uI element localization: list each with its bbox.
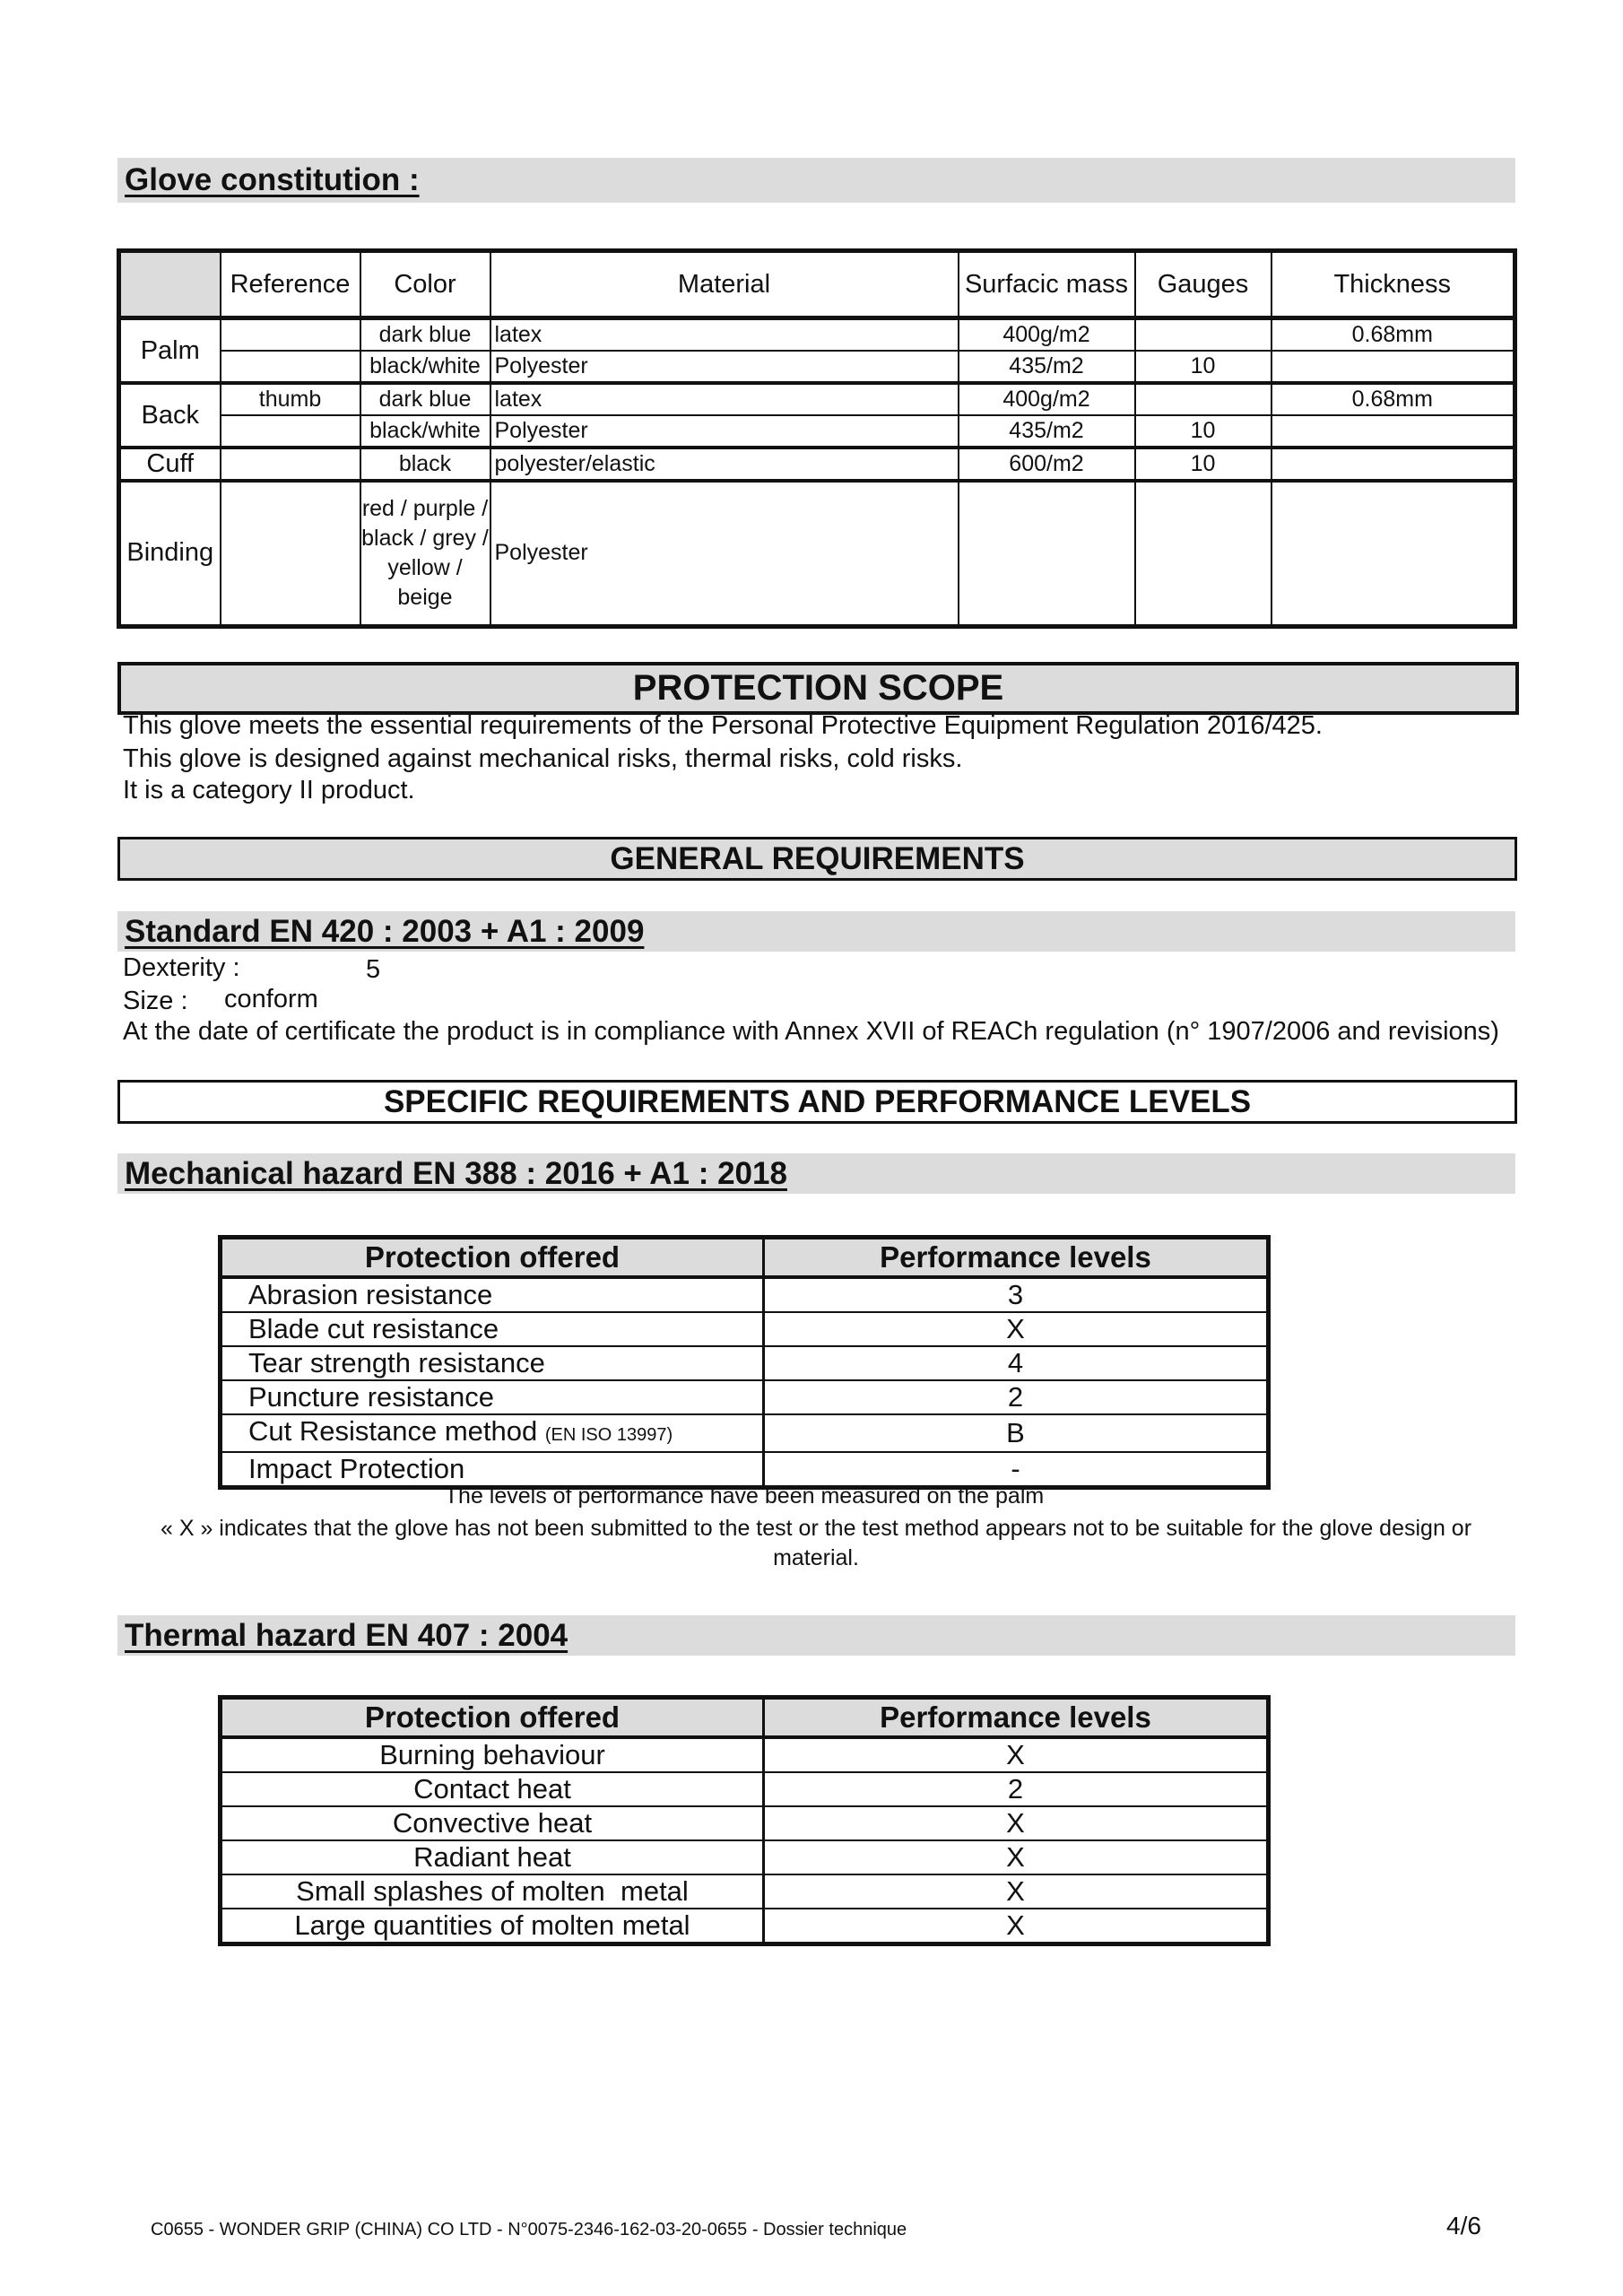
cell-material: Polyester <box>490 351 959 383</box>
protection-label: Burning behaviour <box>221 1737 764 1772</box>
performance-value: B <box>764 1414 1269 1452</box>
palm-measurement-note: The levels of performance have been measured on the palm <box>444 1483 1045 1509</box>
performance-value: 2 <box>764 1772 1269 1806</box>
cell-reference <box>221 448 360 481</box>
cell-gauges <box>1135 318 1271 352</box>
cell-surfacic-mass: 400g/m2 <box>959 318 1135 352</box>
protection-scope-line: This glove meets the essential requirements of the Personal Protective Equipment Regulation 2016/425. <box>123 711 1323 740</box>
general-requirements-title: GENERAL REQUIREMENTS <box>610 840 1025 876</box>
table-row <box>221 1277 1269 1312</box>
thermal-hazard-bar <box>117 1615 1515 1656</box>
header-reference: Reference <box>221 251 360 318</box>
cell-material: Polyester <box>490 415 959 448</box>
dexterity-label: Dexterity : <box>123 953 240 982</box>
general-requirements-heading <box>117 837 1517 881</box>
cell-gauges <box>1135 383 1271 415</box>
size-label: Size : <box>123 987 188 1015</box>
table-row <box>119 383 1515 415</box>
cell-thickness: 0.68mm <box>1271 383 1515 415</box>
cell-color: black <box>360 448 490 481</box>
table-row <box>221 1909 1269 1944</box>
protection-label: Impact Protection <box>221 1452 764 1488</box>
cell-material: latex <box>490 383 959 415</box>
protection-label-standard: (EN ISO 13997) <box>544 1425 673 1445</box>
mechanical-hazard-title: Mechanical hazard EN 388 : 2016 + A1 : 2018 <box>125 1155 787 1191</box>
glove-constitution-table <box>117 248 1517 629</box>
table-row <box>119 318 1515 352</box>
table-row <box>221 1414 1269 1452</box>
performance-value: X <box>764 1737 1269 1772</box>
cell-surfacic-mass <box>959 481 1135 626</box>
cell-gauges <box>1135 481 1271 626</box>
performance-value: - <box>764 1452 1269 1488</box>
mechanical-hazard-bar <box>117 1153 1515 1194</box>
performance-value: X <box>764 1909 1269 1944</box>
cell-thickness <box>1271 481 1515 626</box>
performance-value: 4 <box>764 1346 1269 1380</box>
cell-reference: thumb <box>221 383 360 415</box>
performance-value: X <box>764 1806 1269 1840</box>
cell-gauges: 10 <box>1135 351 1271 383</box>
protection-label: Large quantities of molten metal <box>221 1909 764 1944</box>
header-gauges: Gauges <box>1135 251 1271 318</box>
cell-reference <box>221 351 360 383</box>
header-protection-offered: Protection offered <box>221 1698 764 1738</box>
cell-material: polyester/elastic <box>490 448 959 481</box>
glove-constitution-title: Glove constitution : <box>125 162 420 197</box>
cell-reference <box>221 415 360 448</box>
cell-color: dark blue <box>360 383 490 415</box>
header-thickness: Thickness <box>1271 251 1515 318</box>
standard-en420-bar <box>117 911 1515 952</box>
table-row <box>221 1840 1269 1874</box>
protection-scope-heading <box>117 662 1519 715</box>
row-label-palm: Palm <box>119 318 221 384</box>
performance-value: X <box>764 1874 1269 1909</box>
performance-value: 3 <box>764 1277 1269 1312</box>
table-row <box>221 1312 1269 1346</box>
footer-text: C0655 - WONDER GRIP (CHINA) CO LTD - N°0075-2346-162-03-20-0655 - Dossier technique <box>151 2220 907 2239</box>
table-row <box>221 1874 1269 1909</box>
specific-requirements-heading <box>117 1080 1517 1124</box>
cell-material: latex <box>490 318 959 352</box>
protection-scope-title: PROTECTION SCOPE <box>632 668 1004 708</box>
row-label-back: Back <box>119 383 221 448</box>
glove-constitution-heading-bar <box>117 158 1515 203</box>
cell-surfacic-mass: 435/m2 <box>959 415 1135 448</box>
performance-value: X <box>764 1840 1269 1874</box>
dexterity-value: 5 <box>366 955 381 984</box>
table-header-row <box>221 1238 1269 1278</box>
cell-surfacic-mass: 400g/m2 <box>959 383 1135 415</box>
cell-color: black/white <box>360 415 490 448</box>
header-performance-levels: Performance levels <box>764 1698 1269 1738</box>
thermal-performance-table <box>218 1695 1271 1946</box>
table-header-row <box>119 251 1515 318</box>
header-performance-levels: Performance levels <box>764 1238 1269 1278</box>
protection-label-cell <box>221 1414 764 1452</box>
row-label-binding: Binding <box>119 481 221 626</box>
cell-color: dark blue <box>360 318 490 352</box>
protection-scope-line: It is a category II product. <box>123 776 415 804</box>
specific-requirements-title: SPECIFIC REQUIREMENTS AND PERFORMANCE LEVELS <box>383 1083 1252 1119</box>
table-row <box>119 415 1515 448</box>
table-header-row <box>221 1698 1269 1738</box>
header-material: Material <box>490 251 959 318</box>
size-value: conform <box>224 985 318 1013</box>
table-row <box>119 351 1515 383</box>
protection-label: Cut Resistance method <box>248 1415 538 1447</box>
thermal-hazard-title: Thermal hazard EN 407 : 2004 <box>125 1617 568 1653</box>
table-row <box>221 1346 1269 1380</box>
protection-label: Abrasion resistance <box>221 1277 764 1312</box>
cell-reference <box>221 481 360 626</box>
protection-scope-line: This glove is designed against mechanical risks, thermal risks, cold risks. <box>123 744 963 773</box>
cell-gauges: 10 <box>1135 415 1271 448</box>
table-row <box>119 448 1515 481</box>
protection-label: Puncture resistance <box>221 1380 764 1414</box>
page-number: 4/6 <box>1446 2212 1481 2239</box>
cell-color: red / purple / black / grey / yellow / beige <box>360 481 490 626</box>
cell-thickness <box>1271 448 1515 481</box>
table-row <box>221 1380 1269 1414</box>
reach-compliance-text: At the date of certificate the product is in compliance with Annex XVII of REACh regulation (n° 1907/2006 and revisions) <box>123 1017 1499 1046</box>
mechanical-performance-table <box>218 1235 1271 1490</box>
protection-label: Blade cut resistance <box>221 1312 764 1346</box>
protection-label: Radiant heat <box>221 1840 764 1874</box>
protection-label: Tear strength resistance <box>221 1346 764 1380</box>
protection-label: Small splashes of molten metal <box>221 1874 764 1909</box>
x-indication-note: « X » indicates that the glove has not been submitted to the test or the test method appears not to be suitable for the glove design or material. <box>160 1516 1472 1570</box>
protection-label: Contact heat <box>221 1772 764 1806</box>
cell-thickness <box>1271 351 1515 383</box>
protection-label: Convective heat <box>221 1806 764 1840</box>
standard-en420-title: Standard EN 420 : 2003 + A1 : 2009 <box>125 913 645 949</box>
row-label-cuff: Cuff <box>119 448 221 481</box>
header-surfacic-mass: Surfacic mass <box>959 251 1135 318</box>
table-row <box>221 1772 1269 1806</box>
performance-value: 2 <box>764 1380 1269 1414</box>
header-protection-offered: Protection offered <box>221 1238 764 1278</box>
cell-gauges: 10 <box>1135 448 1271 481</box>
cell-surfacic-mass: 435/m2 <box>959 351 1135 383</box>
cell-color: black/white <box>360 351 490 383</box>
performance-value: X <box>764 1312 1269 1346</box>
cell-thickness: 0.68mm <box>1271 318 1515 352</box>
cell-thickness <box>1271 415 1515 448</box>
cell-surfacic-mass: 600/m2 <box>959 448 1135 481</box>
cell-reference <box>221 318 360 352</box>
table-row <box>119 481 1515 626</box>
table-row <box>221 1737 1269 1772</box>
table-row <box>221 1806 1269 1840</box>
header-color: Color <box>360 251 490 318</box>
corner-cell <box>119 251 221 318</box>
cell-material: Polyester <box>490 481 959 626</box>
